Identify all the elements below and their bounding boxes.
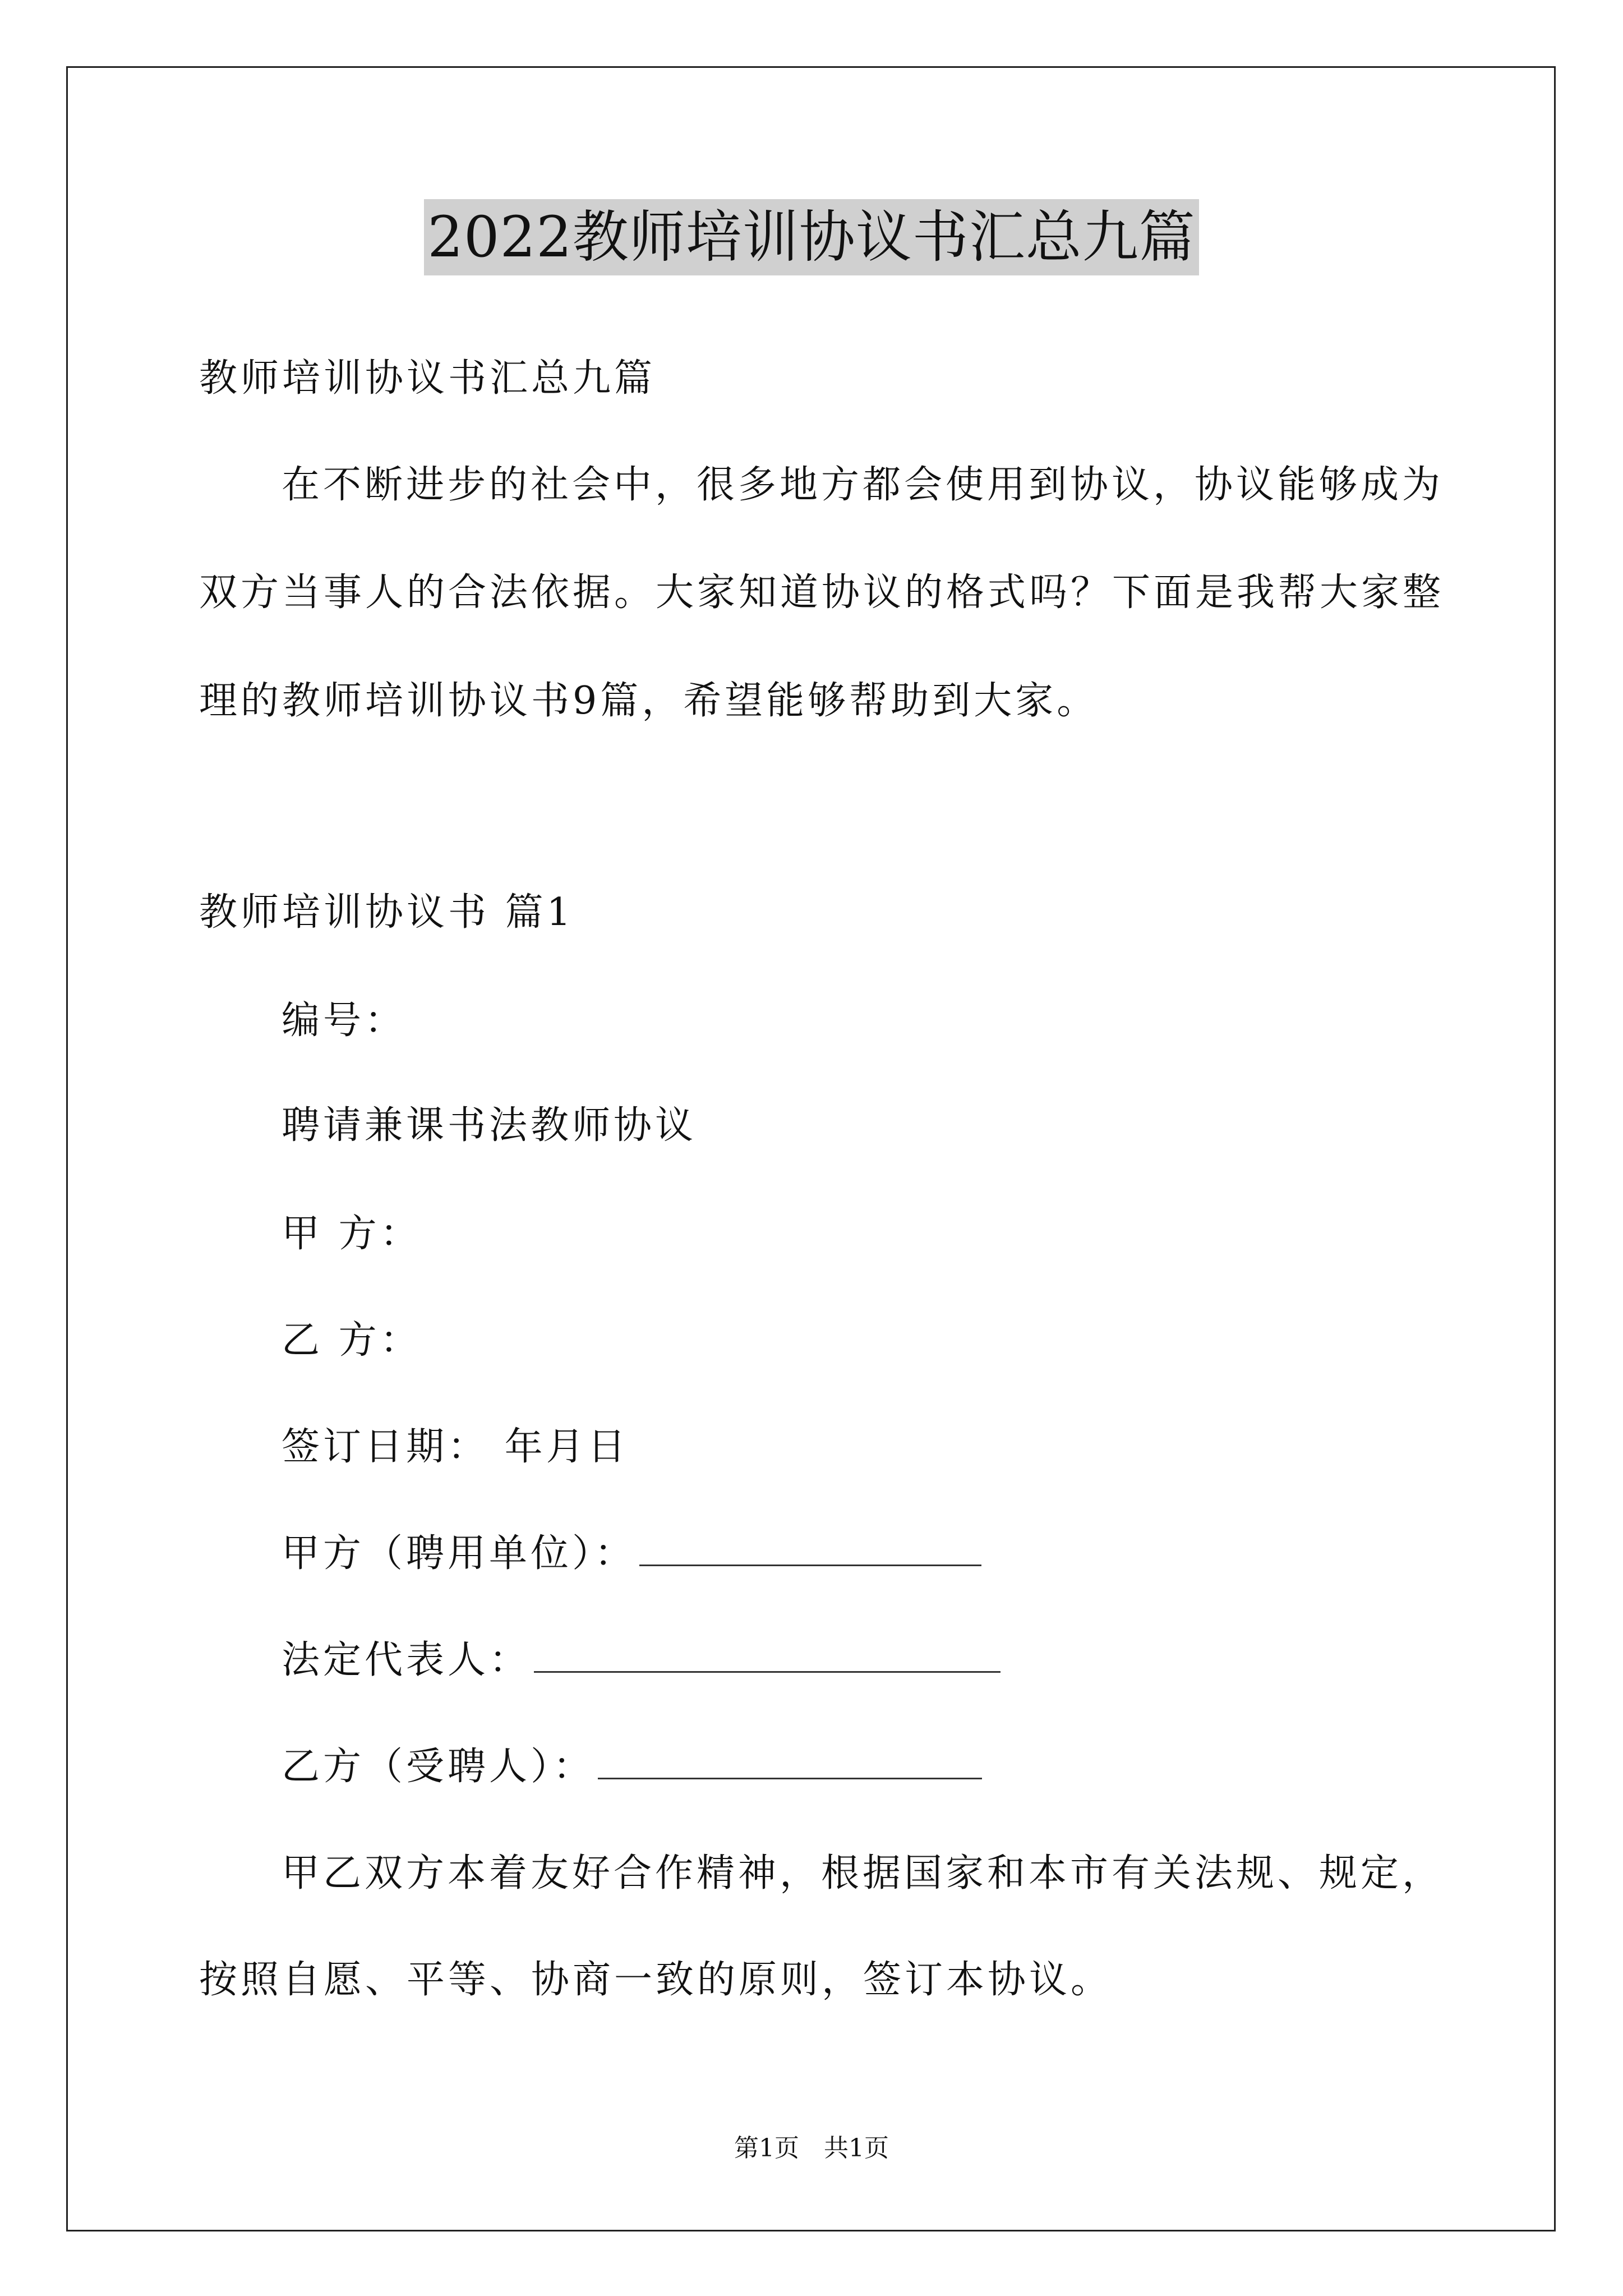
- agreement-name: 聘请兼课书法教师协议: [282, 1103, 697, 1148]
- employer-blank-line: [639, 1530, 981, 1566]
- employee-blank-line: [598, 1743, 982, 1779]
- intro-line-3: 理的教师培训协议书9篇，希望能够帮助到大家。: [199, 679, 1099, 723]
- legal-rep-row: [282, 1635, 1000, 1686]
- body-line-1: 甲乙双方本着友好合作精神，根据国家和本市有关法规、规定，: [282, 1851, 1444, 1895]
- employee-label: 乙方（受聘人）：: [282, 1745, 595, 1789]
- sign-date-field: 签订日期： 年月日: [282, 1425, 629, 1469]
- body-line-2: 按照自愿、平等、协商一致的原则，签订本协议。: [199, 1958, 1113, 2002]
- intro-line-1: 在不断进步的社会中，很多地方都会使用到协议，协议能够成为: [282, 463, 1444, 507]
- employer-row: [282, 1529, 981, 1579]
- section-heading: 教师培训协议书 篇1: [199, 890, 574, 935]
- party-b-field: 乙 方：: [282, 1318, 422, 1363]
- number-field: 编号：: [282, 999, 407, 1043]
- document-title: 2022教师培训协议书汇总九篇: [424, 199, 1199, 275]
- page-total: 共1页: [824, 2134, 889, 2162]
- employer-label: 甲方（聘用单位）：: [282, 1531, 637, 1576]
- page-current: 第1页: [734, 2134, 799, 2162]
- title-container: [0, 199, 1623, 275]
- legal-rep-label: 法定代表人：: [282, 1638, 531, 1682]
- page-footer: [0, 2132, 1623, 2165]
- document-subtitle: 教师培训协议书汇总九篇: [199, 356, 656, 401]
- legal-rep-blank-line: [534, 1636, 1000, 1673]
- intro-line-2: 双方当事人的合法依据。大家知道协议的格式吗？下面是我帮大家整: [199, 570, 1445, 615]
- employee-row: [282, 1742, 982, 1792]
- party-a-field: 甲 方：: [282, 1212, 422, 1256]
